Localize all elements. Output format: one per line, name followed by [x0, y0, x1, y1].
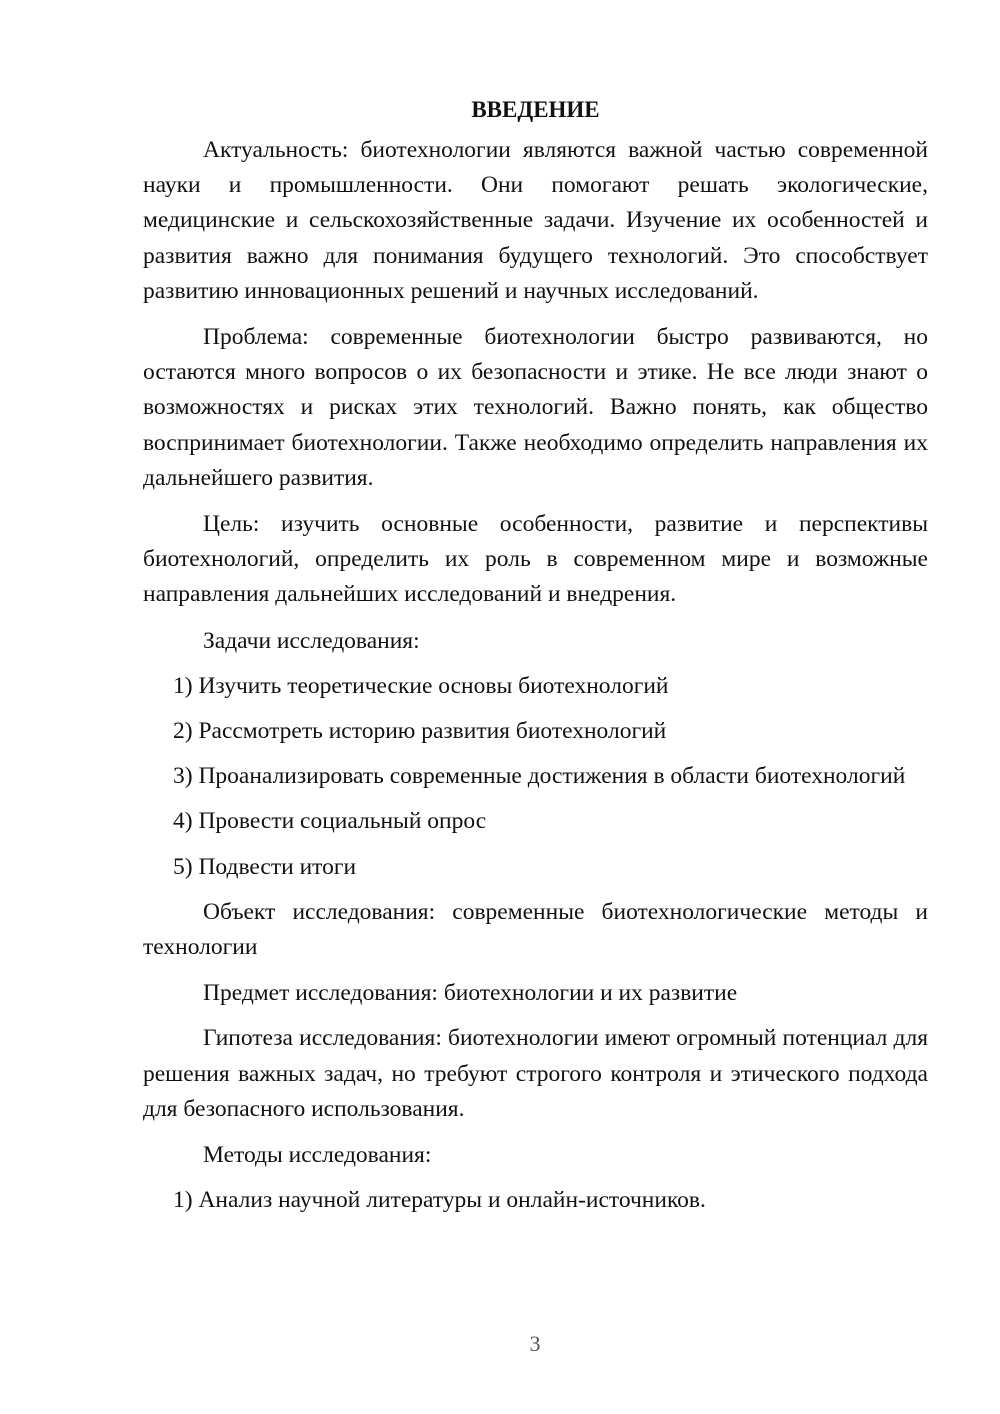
hypothesis-paragraph: Гипотеза исследования: биотехнологии имеют огромный потенциал для решения важных задач, но требуют строгого контроля и этического подхода для безопасного использования. [143, 1025, 928, 1122]
method-item-1: 1) Анализ научной литературы и онлайн-источников. [173, 1187, 706, 1214]
document-body [143, 92, 928, 1228]
page-number: 3 [529, 1331, 541, 1356]
methods-label: Методы исследования: [203, 1142, 432, 1169]
object-paragraph: Объект исследования: современные биотехнологические методы и технологии [143, 898, 928, 961]
goal-paragraph: Цель: изучить основные особенности, развитие и перспективы биотехнологий, определить их роль в современном мире и возможные направления дальнейших исследований и внедрения. [143, 511, 928, 608]
task-item-4: 4) Провести социальный опрос [173, 808, 487, 835]
problem-paragraph: Проблема: современные биотехнологии быстро развиваются, но остаются много вопросов о их безопасности и этике. Не все люди знают о возможностях и рисках этих технологий. Важно понять, как общество воспринимает биотехнологии. Также необходимо определить направления их дальнейшего развития. [143, 324, 928, 491]
task-item-1: 1) Изучить теоретические основы биотехнологий [173, 672, 669, 699]
tasks-label: Задачи исследования: [203, 627, 420, 654]
task-item-5: 5) Подвести итоги [173, 853, 357, 880]
subject-paragraph: Предмет исследования: биотехнологии и их развитие [203, 980, 738, 1007]
relevance-paragraph: Актуальность: биотехнологии являются важной частью современной науки и промышленности. Они помогают решать экологические, медицинские и сельскохозяйственные задачи. Изучение их особенностей и развития важно для понимания будущего технологий. Это способствует развитию инновационных решений и научных исследований. [143, 137, 928, 304]
task-item-2: 2) Рассмотреть историю развития биотехнологий [173, 718, 667, 745]
task-item-3: 3) Проанализировать современные достижения в области биотехнологий [173, 763, 906, 790]
section-title: ВВЕДЕНИЕ [471, 97, 600, 122]
